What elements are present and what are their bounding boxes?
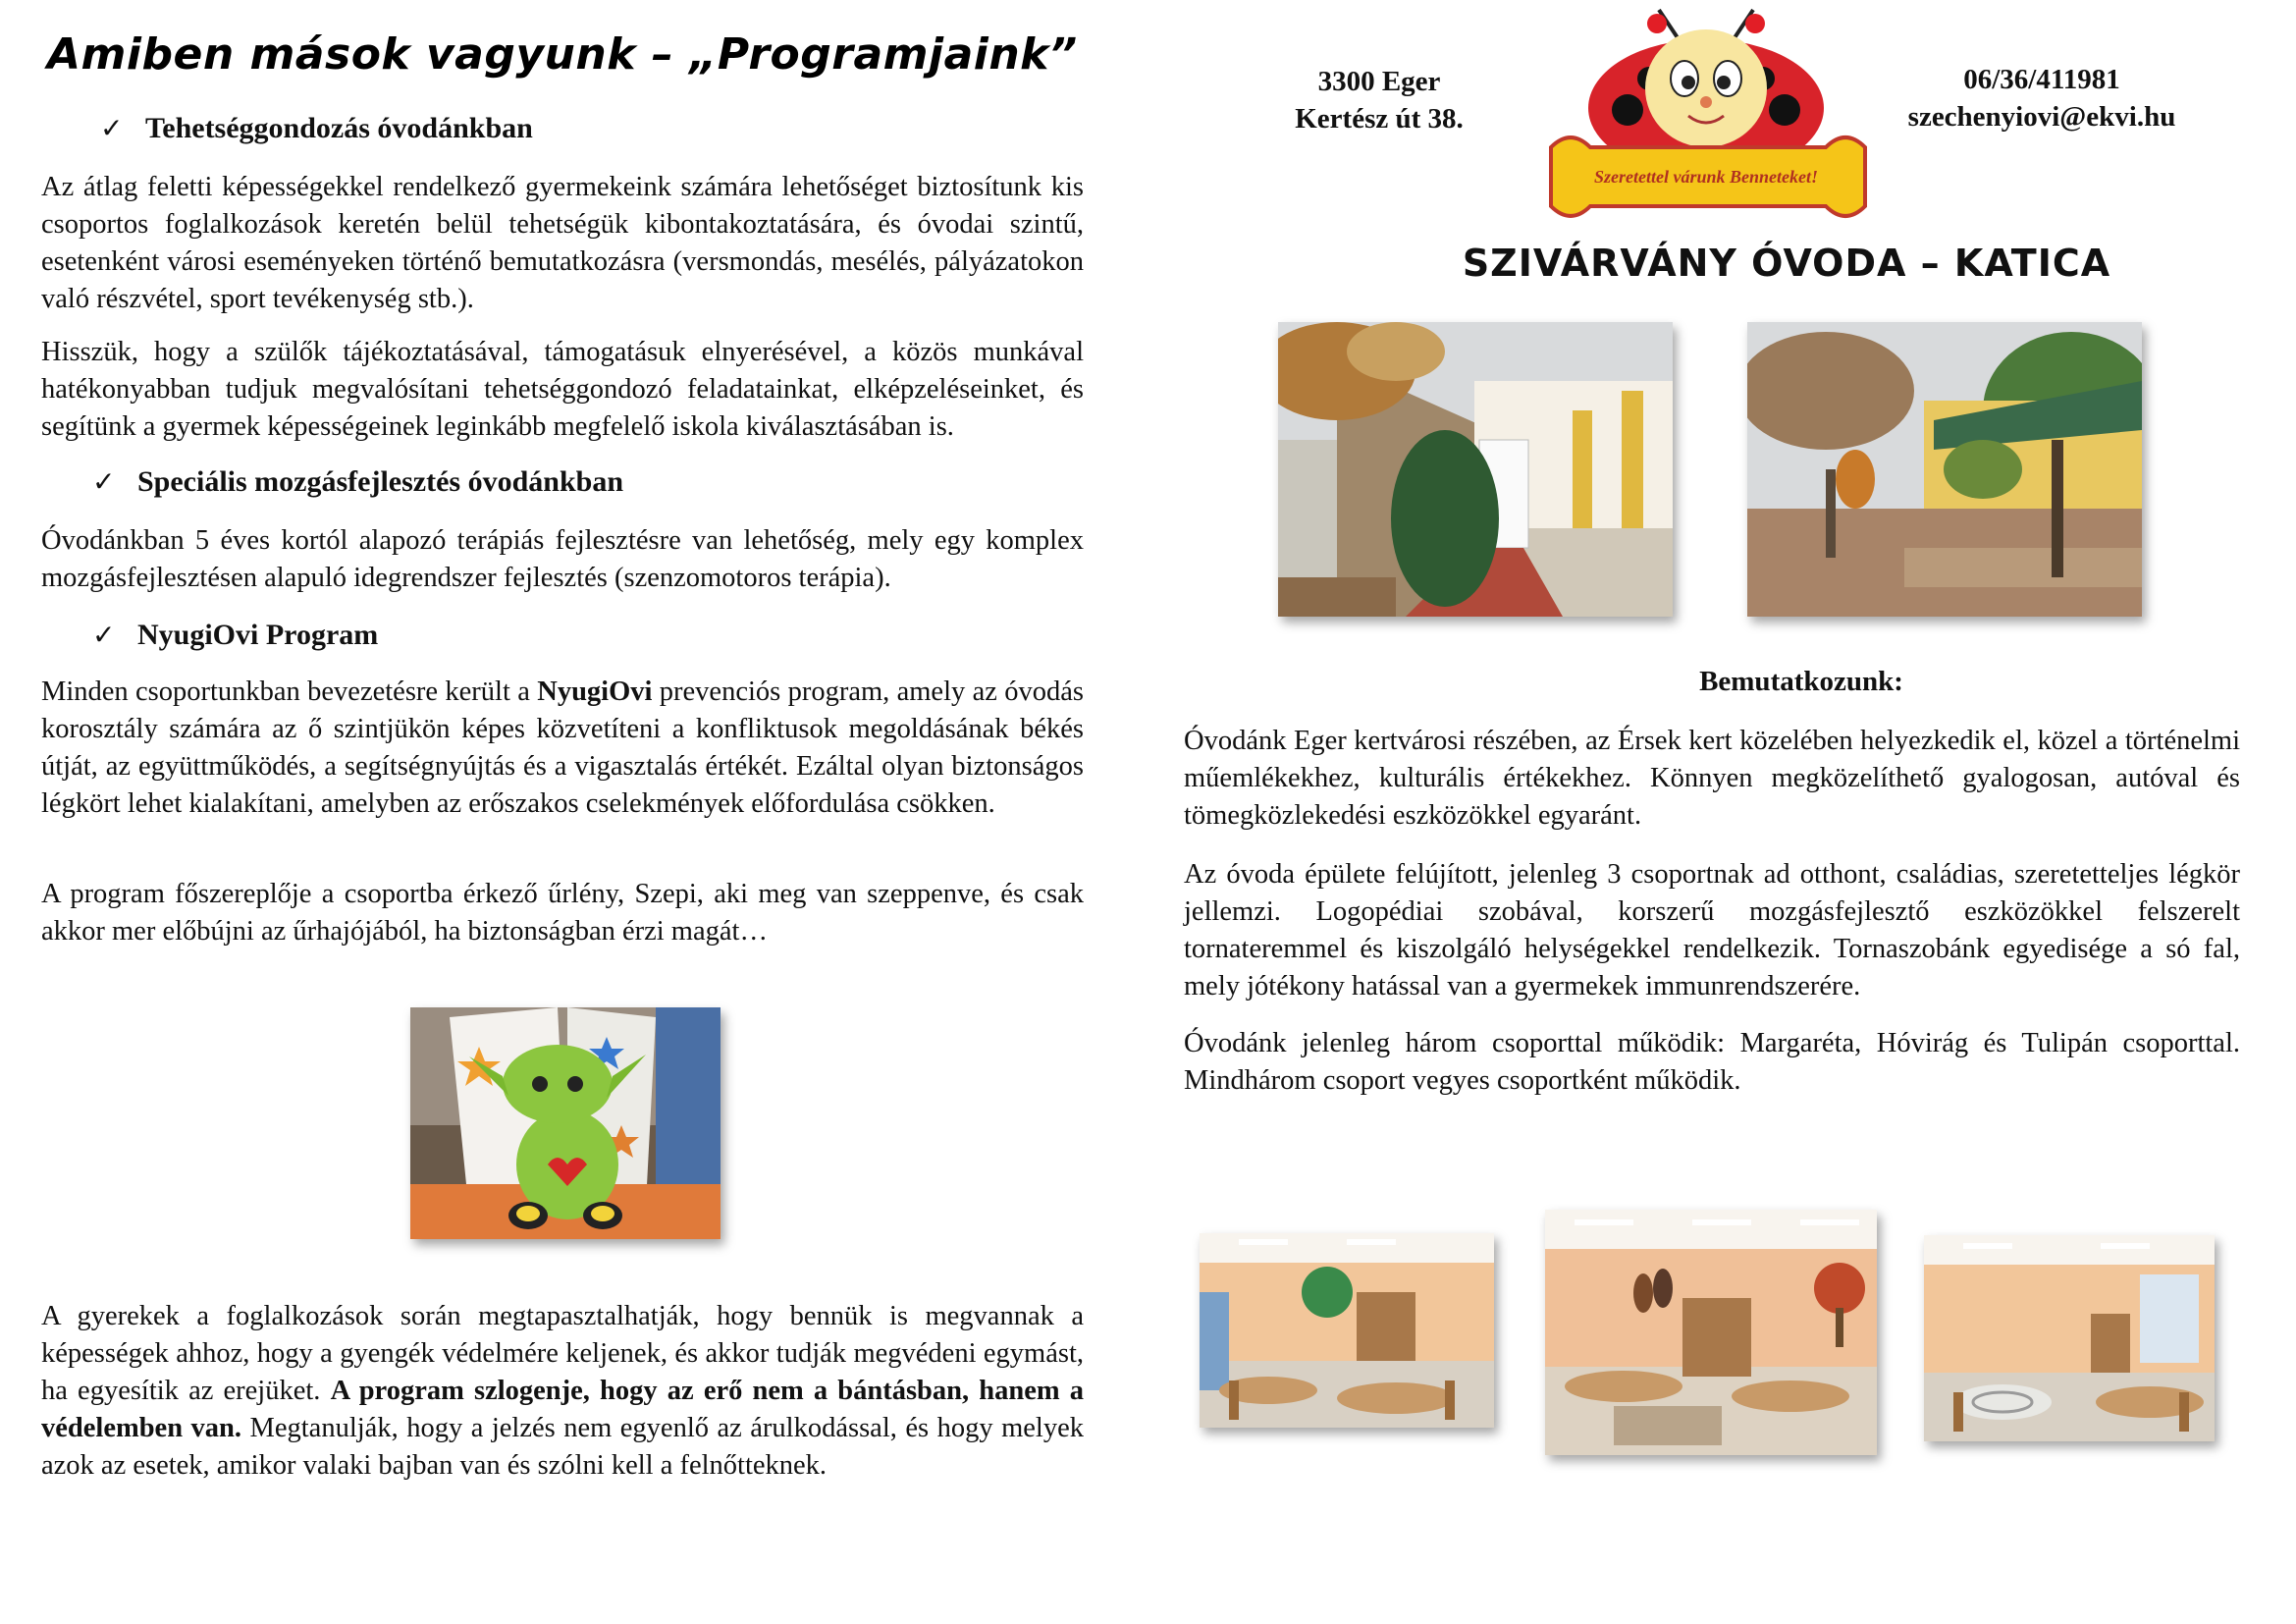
building-entrance-photo [1278, 322, 1673, 617]
checkmark-icon: ✓ [92, 619, 116, 651]
section-heading-movement: ✓ Speciális mozgásfejlesztés óvodánkban [92, 465, 623, 498]
school-name: SZIVÁRVÁNY ÓVODA – KATICA [1462, 242, 2111, 285]
ladybug-icon [1531, 0, 1881, 232]
section-heading-nyugiovi: ✓ NyugiOvi Program [92, 619, 379, 651]
talent-paragraph-1: Az átlag feletti képességekkel rendelkező gyermekeink számára lehetőséget biztosítunk kis csoportos foglalkozások keretén belül tehetségük kibontakoztatására, és óvodai szintű, esetenként városi eseményeken történő bemutatkozásra (versmondás, mesélés, pályázatokon való részvétel, sport tevékenység stb.). [41, 172, 1084, 314]
talent-paragraph-2: Hisszük, hogy a szülők tájékoztatásával, támogatásuk elnyerésével, a közös munkával hatékonyabban tudjuk megvalósítani tehetséggondozó feladatainkat, elképzeléseinket, és segítünk a gyermek képességeinek leginkább megfelelő iskola kiválasztásában is. [41, 337, 1084, 442]
closing-paragraph: A gyerekek a foglalkozások során megtapasztalhatják, hogy bennük is megvannak a képességek ahhoz, hogy a gyengék védelmére keljenek, és akkor tudják megvédeni egymást, ha egyesítik az erejüket. A program szlogenje, hogy az erő nem a bántásban, hanem a védelemben van. Megtanulják, hogy a jelzés nem egyenlő az árulkodással, és hogy melyek azok az esetek, amikor valaki bajban van és szólni kell a felnőtteknek. [41, 1301, 1084, 1481]
checkmark-icon: ✓ [92, 465, 116, 498]
phone-number: 06/36/411981 [1963, 64, 2120, 95]
nyugiovi-paragraph-1: Minden csoportunkban bevezetésre került a NyugiOvi prevenciós program, amely az óvodás korosztály számára az ő szintjükön képes közvetíteni a konfliktusok megoldásának békés útját, az együttműködés, a segítségnyújtás és a vigasztalás értékét. Ezáltal olyan biztonságos légkört lehet kialakítani, amelyben az erőszakos cselekmények előfordulása csökken. [41, 677, 1084, 819]
classroom-photo-2 [1545, 1210, 1877, 1455]
email-address[interactable]: szechenyiovi@ekvi.hu [1907, 101, 2176, 133]
section-heading-talent: ✓ Tehetséggondozás óvodánkban [100, 112, 533, 144]
page-title: Amiben mások vagyunk – „Programjaink” [47, 29, 1078, 80]
address: 3300 Eger Kertész út 38. [1295, 66, 1464, 135]
intro-paragraph-3: Óvodánk jelenleg három csoporttal működik: Margaréta, Hóvirág és Tulipán csoporttal. Mindhárom csoport vegyes csoportként működik. [1184, 1028, 2240, 1096]
classroom-photo-1 [1200, 1233, 1494, 1428]
ladybug-logo [1531, 0, 1881, 232]
nyugiovi-paragraph-2: A program főszereplője a csoportba érkező űrlény, Szepi, aki meg van szeppenve, és csak akkor mer előbújni az űrhajójából, ha biztonságban érzi magát… [41, 879, 1084, 947]
logo-banner-text: Szeretettel várunk Benneteket! [1594, 167, 1818, 187]
contact-info [1895, 61, 2189, 135]
garden-playground-photo [1747, 322, 2142, 617]
classroom-photo-3 [1924, 1235, 2215, 1441]
movement-paragraph: Óvodánkban 5 éves kortól alapozó terápiás fejlesztésre van lehetőség, mely egy komplex mozgásfejlesztésen alapuló idegrendszer fejlesztés (szenzomotoros terápia). [41, 525, 1084, 593]
intro-paragraph-1: Óvodánk Eger kertvárosi részében, az Érsek kert közelében helyezkedik el, közel a történelmi műemlékekhez, kulturális értékekhez. Könnyen megközelíthető gyalogosan, autóval és tömegközlekedési eszközökkel egyaránt. [1184, 726, 2240, 831]
szepi-plush-photo [410, 1007, 721, 1239]
intro-paragraph-2: Az óvoda épülete felújított, jelenleg 3 csoportnak ad otthont, családias, szeretetteljes légkör jellemzi. Logopédiai szobával, korszerű mozgásfejlesztő eszközökkel felszerelt tornateremmel és kiszolgáló helységekkel rendelkezik. Tornaszobánk egyedisége a só fal, mely jótékony hatással van a gyermekek immunrendszerére. [1184, 859, 2240, 1001]
intro-heading: Bemutatkozunk: [1699, 666, 1903, 697]
checkmark-icon: ✓ [100, 112, 124, 144]
